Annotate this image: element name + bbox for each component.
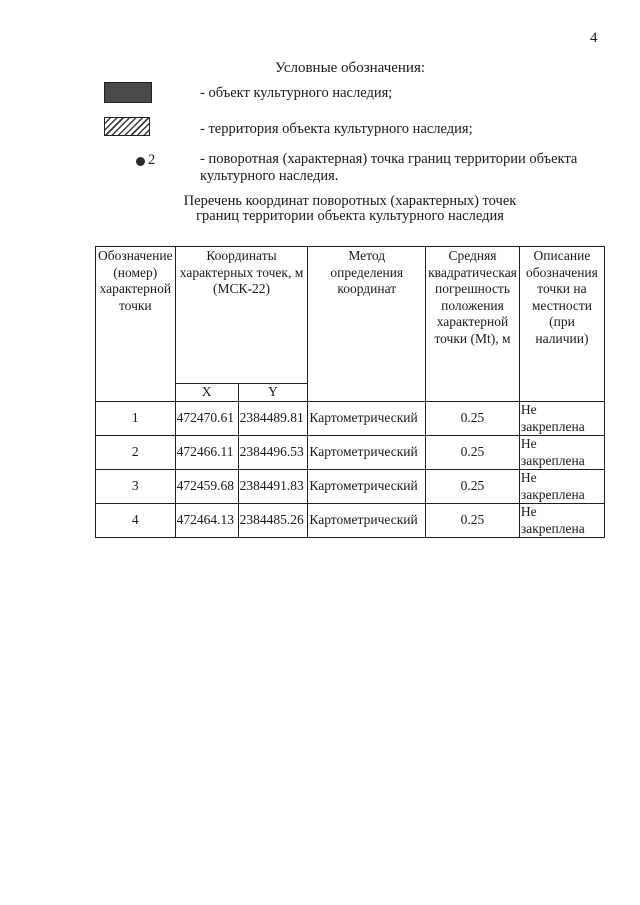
legend-item-territory: - территория объекта культурного наследия;: [200, 121, 473, 137]
cell-y: 2384491.83: [238, 470, 308, 504]
turning-point-dot-icon: [136, 157, 145, 166]
page-number: 4: [590, 30, 598, 46]
header-coordinates: Координаты характерных точек, м (МСК-22): [175, 247, 308, 384]
list-title-line-2: границ территории объекта культурного наследия: [196, 208, 504, 224]
cell-point: 1: [96, 402, 176, 436]
heritage-territory-swatch-icon: [104, 117, 150, 136]
cell-error: 0.25: [426, 436, 520, 470]
cell-error: 0.25: [426, 402, 520, 436]
cell-error: 0.25: [426, 470, 520, 504]
heritage-object-swatch-icon: [104, 82, 152, 103]
header-x: X: [175, 383, 238, 401]
cell-error: 0.25: [426, 504, 520, 538]
legend-item-object: - объект культурного наследия;: [200, 85, 393, 101]
cell-method: Картометрический: [308, 436, 426, 470]
cell-description: Не закреплена: [519, 436, 604, 470]
list-title-line-1: Перечень координат поворотных (характерных) точек: [183, 193, 517, 209]
cell-x: 472464.13: [175, 504, 238, 538]
table-row: [96, 470, 605, 504]
cell-description: Не закреплена: [519, 504, 604, 538]
table-row: [96, 504, 605, 538]
cell-method: Картометрический: [308, 504, 426, 538]
header-point-designation: Обозначение (номер) характерной точки: [96, 247, 176, 402]
cell-y: 2384485.26: [238, 504, 308, 538]
cell-x: 472466.11: [175, 436, 238, 470]
cell-y: 2384496.53: [238, 436, 308, 470]
legend-item-turning-point: - поворотная (характерная) точка границ территории объекта культурного наследия.: [200, 151, 578, 184]
coordinates-list-title: [150, 194, 550, 224]
coordinates-table: [95, 246, 605, 538]
header-description: Описание обозначения точки на местности (при наличии): [519, 247, 604, 402]
table-header-row: [96, 247, 605, 384]
cell-x: 472459.68: [175, 470, 238, 504]
cell-point: 4: [96, 504, 176, 538]
table-row: [96, 436, 605, 470]
legend-title: Условные обозначения:: [275, 60, 426, 76]
header-method: Метод определения координат: [308, 247, 426, 402]
header-y: Y: [238, 383, 308, 401]
header-mean-error: Средняя квадратическая погрешность положения характерной точки (Mt), м: [426, 247, 520, 402]
turning-point-marker-label: 2: [148, 152, 156, 168]
cell-point: 2: [96, 436, 176, 470]
cell-description: Не закреплена: [519, 402, 604, 436]
cell-y: 2384489.81: [238, 402, 308, 436]
cell-method: Картометрический: [308, 402, 426, 436]
cell-method: Картометрический: [308, 470, 426, 504]
cell-description: Не закреплена: [519, 470, 604, 504]
cell-point: 3: [96, 470, 176, 504]
table-row: [96, 402, 605, 436]
cell-x: 472470.61: [175, 402, 238, 436]
